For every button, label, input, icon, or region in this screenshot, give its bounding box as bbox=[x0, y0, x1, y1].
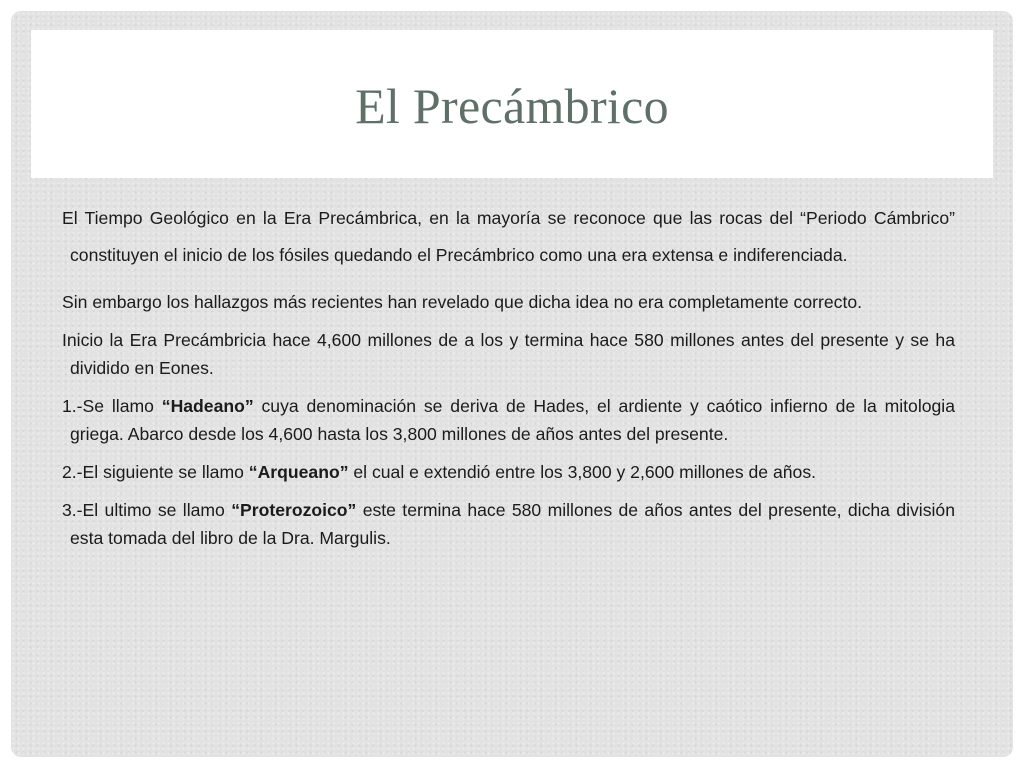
paragraph-findings: Sin embargo los hallazgos más recientes han revelado que dicha idea no era completamente correcto. bbox=[62, 292, 863, 312]
paragraph-suffix: este termina hace 580 millones de años antes del presente, dicha división esta tomada del libro de la Dra. Margulis. bbox=[70, 500, 955, 548]
slide-title: El Precámbrico bbox=[355, 78, 669, 134]
slide bbox=[11, 11, 1013, 757]
paragraph-prefix: 2.-El siguiente se llamo bbox=[62, 462, 249, 482]
paragraph-suffix: el cual e extendió entre los 3,800 y 2,600 millones de años. bbox=[348, 462, 817, 482]
paragraph-intro: El Tiempo Geológico en la Era Precámbrica, en la mayoría se reconoce que las rocas del “Periodo Cámbrico” constituyen el inicio de los fósiles quedando el Precámbrico como una era extensa e indiferenciada. bbox=[62, 208, 955, 265]
paragraph-suffix: cuya denominación se deriva de Hades, el ardiente y caótico infierno de la mitologia griega. Abarco desde los 4,600 hasta los 3,800 millones de años antes del presente. bbox=[70, 396, 956, 444]
paragraph-era-start: Inicio la Era Precámbricia hace 4,600 millones de a los y termina hace 580 millones antes del presente y se ha dividido en Eones. bbox=[62, 330, 955, 378]
paragraph-arqueano bbox=[62, 458, 955, 486]
paragraph-prefix: 3.-El ultimo se llamo bbox=[62, 500, 232, 520]
paragraph-hadeano bbox=[62, 392, 955, 448]
eon-name-arqueano: “Arqueano” bbox=[248, 462, 349, 482]
eon-name-proterozoico: “Proterozoico” bbox=[231, 500, 357, 520]
paragraph-prefix: 1.-Se llamo bbox=[62, 396, 162, 416]
paragraph-proterozoico bbox=[62, 496, 955, 552]
title-box bbox=[31, 30, 993, 178]
slide-body bbox=[62, 209, 955, 552]
eon-name-hadeano: “Hadeano” bbox=[161, 396, 254, 416]
